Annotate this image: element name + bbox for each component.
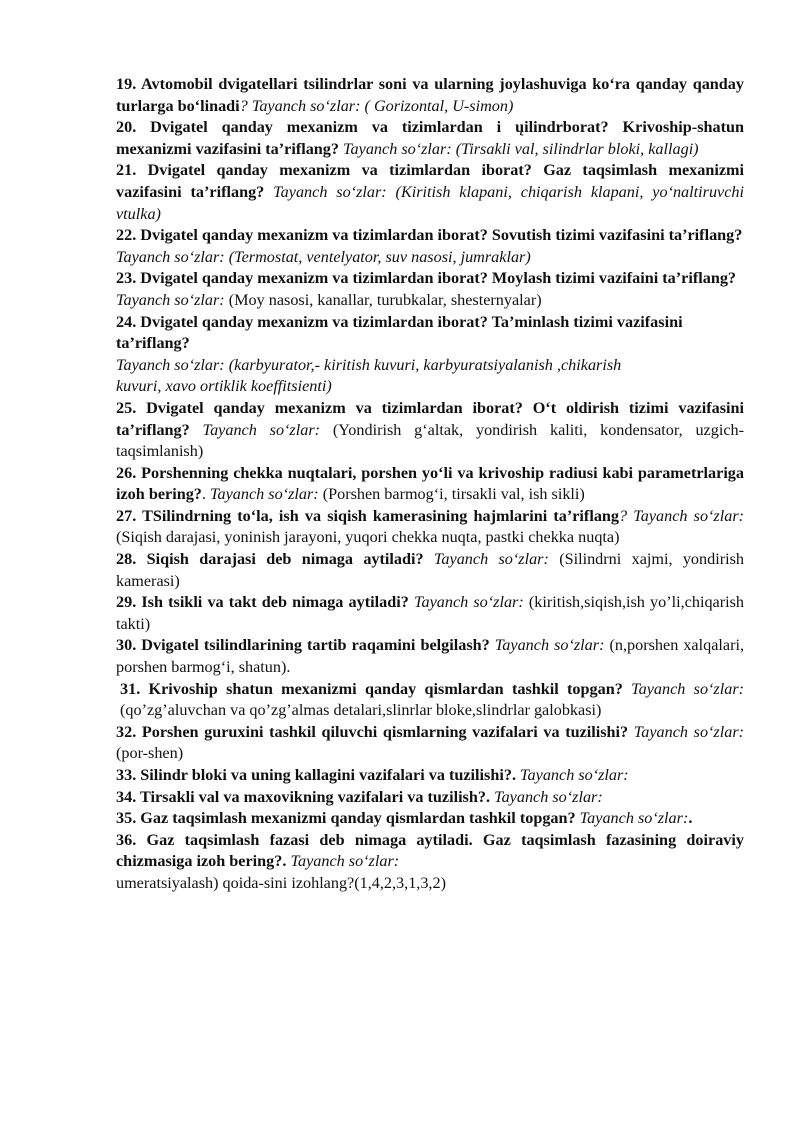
answer-text: . [201,485,210,504]
keywords-text: Tayanch so‘zlar: ( [264,182,401,201]
question-item [116,160,744,225]
keywords-text: Kiritish klapani, chiqarish klapani, yo‘naltiruvchi vtulka) [116,182,744,223]
question-text: 27. TSilindrning to‘la, ish va siqish kamerasining hajmlarini ta’riflang [116,506,620,525]
answer-text: (Siqish darajasi, yoninish jarayoni, yuqori chekka nuqta, pastki chekka nuqta) [116,528,620,547]
question-item [116,506,744,549]
keywords-text: Tayanch so‘zlar: [489,636,605,655]
answer-text: (Silindrni xajmi, yondirish kamerasi) [116,550,744,590]
answer-text: (Yondirish g‘altak, yondirish kaliti, kondensator, uzgich-taqsimlanish) [116,420,744,461]
question-text: 29. Ish tsikli va takt deb nimaga aytiladi? [116,593,409,612]
keywords-text: Tayanch so‘zlar: [189,420,321,439]
question-text: 28. Siqish darajasi deb nimaga aytiladi? [116,550,424,569]
question-item [116,592,744,635]
document-page [116,74,744,895]
question-text: 36. Gaz taqsimlash fazasi deb nimaga aytiladi. Gaz taqsimlash fazasining doiraviy chizmasiga izoh bering?. [116,830,744,871]
question-item [116,635,744,678]
question-text: 22. Dvigatel qanday mexanizm va tizimlardan iborat? Sovutish tizimi vazifasini ta’riflang? [116,226,743,245]
question-item [116,225,744,268]
keywords-text: Tayanch so‘zlar: [628,722,745,741]
answer-text: (Moy nasosi, kanallar, turubkalar, shesternyalar) [224,290,542,309]
keywords-text: ? Tayanch so‘zlar: [619,506,745,525]
question-item [116,74,744,117]
keywords-text: kuvuri, xavo ortiklik koeffitsienti) [116,377,332,396]
keywords-text: Tirsakli val, silindrlar bloki, kallagi) [461,139,699,158]
answer-text: (kiritish,siqish,ish yo’li,chiqarish takti) [116,593,745,633]
question-text: 23. Dvigatel qanday mexanizm va tizimlardan iborat? Moylash tizimi vazifaini ta’riflang? [116,269,737,288]
question-text: 31. Krivoship shatun mexanizmi qanday qismlardan tashkil topgan? [120,679,623,698]
question-text: 32. Porshen guruxini tashkil qiluvchi qismlarning vazifalari va tuzilishi? [116,722,629,741]
question-text: 20. Dvigatel qanday mexanizm va tizimlardan i ųilindrborat? Krivoship-shatun mexanizmi vazifasini ta’riflang? [116,118,744,158]
answer-text: (n,porshen xalqalari, porshen barmog‘i, shatun). [116,636,745,677]
answer-text: (Porshen barmog‘i, tirsakli val, ish sikli) [318,485,585,504]
question-list [116,74,744,895]
keywords-text: Tayanch so‘zlar: [423,550,549,569]
keywords-text: Tayanch so‘zlar: [575,809,689,828]
question-item [116,722,744,765]
question-item [116,312,744,398]
question-item [116,679,744,722]
question-text: 21. Dvigatel qanday mexanizm va tizimlardan iborat? Gaz taqsimlash mexanizmi vazifasini ta’riflang? [116,161,744,201]
keywords-text: Tayanch so‘zlar: [209,485,319,504]
keywords-text: Tayanch so‘zlar: [490,787,603,806]
question-text: 30. Dvigatel tsilindlarining tartib raqamini belgilash? [116,636,490,655]
question-text: 35. Gaz taqsimlash mexanizmi qanday qismlardan tashkil topgan? [116,809,576,828]
question-text: 26. Porshenning chekka nuqtalari, porshen yo‘li va krivoship radiusi kabi parametrlariga izoh bering? [116,463,744,504]
keywords-text: Tayanch so‘zlar: [116,290,225,309]
question-item [116,765,744,787]
keywords-text: Tayanch so‘zlar: ( [339,139,462,158]
keywords-text: Tayanch so‘zlar: [622,679,745,698]
question-item [116,787,744,809]
question-text: 24. Dvigatel qanday mexanizm va tizimlardan iborat? Ta’minlash tizimi vazifasini ta’riflang? [116,312,683,353]
keywords-text: Tayanch so‘zlar: (Termostat, ventelyator, suv nasosi, jumraklar) [116,247,531,266]
question-text: 34. Tirsakli val va maxovikning vazifalari va tuzilish?. [116,787,491,806]
keywords-text: Tayanch so‘zlar: [408,593,524,612]
question-item [116,398,744,463]
keywords-text: Tayanch so‘zlar: (karbyurator,- kiritish kuvuri, karbyuratsiyalanish ,chikarish [116,355,622,374]
question-item [116,463,744,506]
question-item [116,808,744,830]
keywords-text: Tayanch so‘zlar: [286,852,400,871]
question-text: 33. Silindr bloki va uning kallagini vazifalari va tuzilishi?. [116,766,516,784]
keywords-text: ? Tayanch so‘zlar: ( Gorizontal, U-simon) [239,96,514,115]
question-text: 25. Dvigatel qanday mexanizm va tizimlardan iborat? O‘t oldirish tizimi vazifasini ta’riflang? [116,398,744,439]
question-text: 19. Avtomobil dvigatellari tsilindrlar soni va ularning joylashuviga ko‘ra qanday qanday turlarga bo‘linadi [116,75,744,115]
question-item [116,549,744,592]
question-item [116,117,744,160]
question-item [116,830,744,895]
answer-text: umeratsiyalash) qoida-sini izohlang?(1,4,2,3,1,3,2) [116,873,446,892]
answer-text: (por-shen) [116,744,184,763]
question-item [116,268,744,311]
question-text: . [688,809,693,828]
keywords-text: Tayanch so‘zlar: [515,766,629,784]
answer-text: (qo’zg’aluvchan va qo’zg’almas detalari,slinrlar bloke,slindrlar galobkasi) [120,701,602,720]
